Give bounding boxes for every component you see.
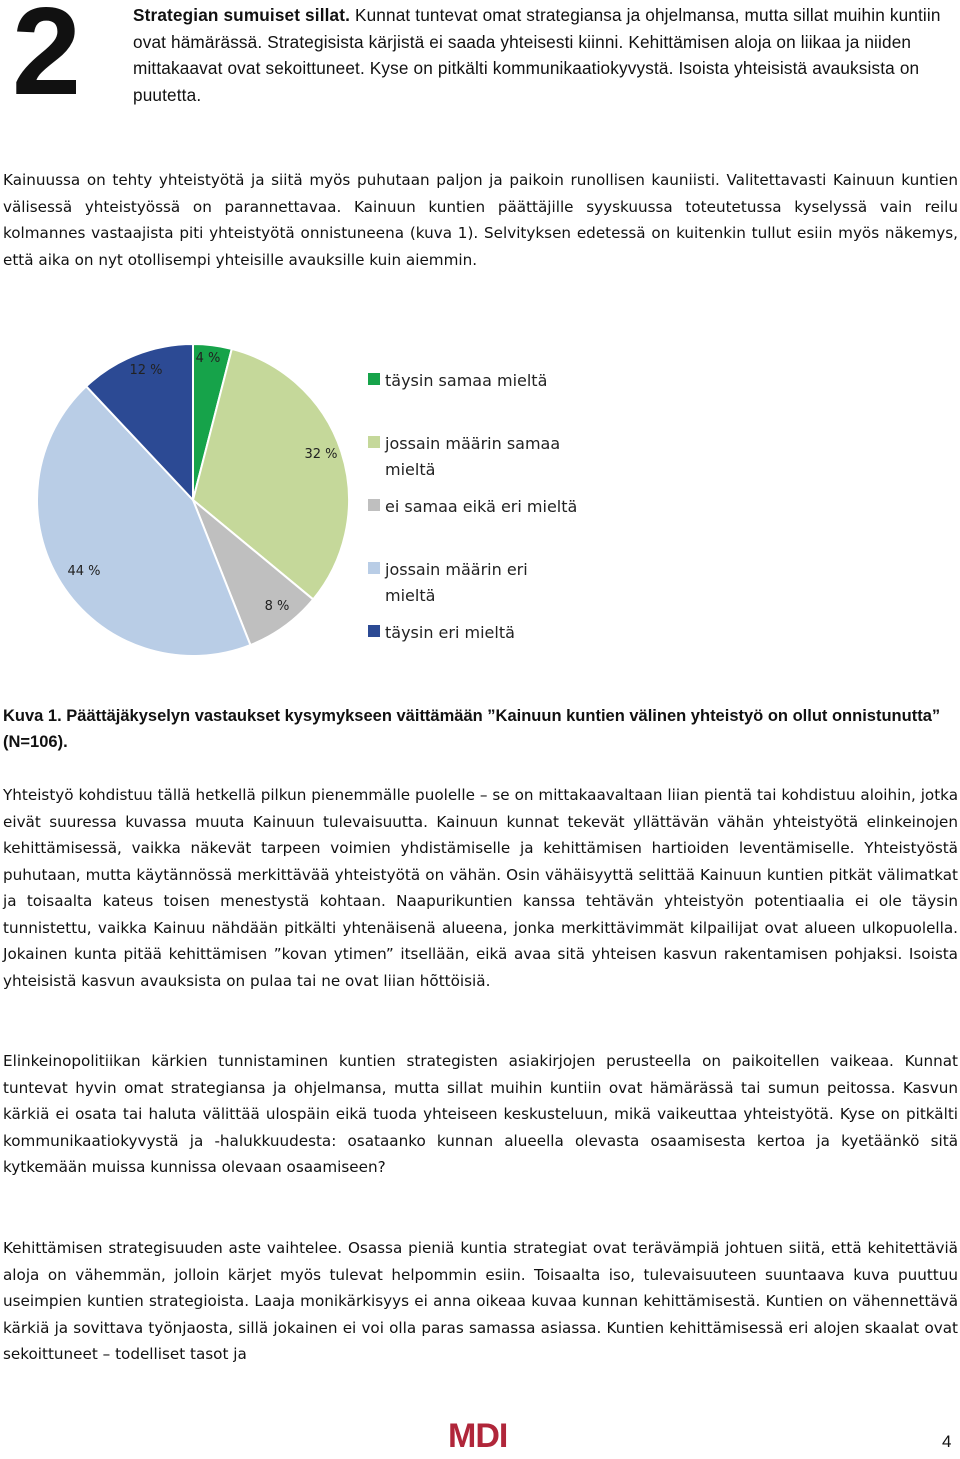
paragraph-3: Elinkeinopolitiikan kärkien tunnistaminen kuntien strategisten asiakirjojen perusteella on paikoitellen vaikeaa. Kunnat tuntevat hyvin omat strategiansa ja ohjelmansa, mutta sillat muihin kuntiin ovat hämärässä tai sumun peitossa. Kasvun kärkiä ei osata tai haluta välittää ulospäin eikä tuoda yhteiseen keskusteluun, mikä vaikeuttaa yhteistyötä. Kyse on pitkälti kommunikaatiokyvystä ja -halukkuudesta: osataanko kunnan alueella olevasta osaamisesta kertoa ja kyetäänkö sitä kytkemään muissa kunnissa olevaan osaamiseen? <box>3 1052 958 1176</box>
legend-swatch-3 <box>368 499 380 511</box>
legend-label-4: mieltä <box>385 586 436 605</box>
pie-chart <box>0 330 960 680</box>
legend-swatch-5 <box>368 625 380 637</box>
slice-label-3: 8 % <box>264 599 290 614</box>
intro-heading: Strategian sumuiset sillat. <box>133 5 351 25</box>
legend-label-5: täysin eri mieltä <box>385 623 515 642</box>
slice-label-5: 12 % <box>129 363 163 378</box>
slice-label-4: 44 % <box>67 564 101 579</box>
figure-caption: Kuva 1. Päättäjäkyselyn vastaukset kysymykseen väittämään ”Kainuun kuntien välinen yhteistyö on ollut onnistunutta” (N=106). <box>3 707 941 751</box>
legend-label-1: täysin samaa mieltä <box>385 371 548 390</box>
paragraph-1: Kainuussa on tehty yhteistyötä ja siitä myös puhutaan paljon ja paikoin runollisen kauniisti. Valitettavasti Kainuun kuntien välisessä yhteistyössä on parannettavaa. Kainuun kuntien päättäjille syyskuussa toteutetussa kyselyssä vain reilu kolmannes vastaajista piti yhteistyötä onnistuneena (kuva 1). Selvityksen edetessä on kuitenkin tullut esiin myös näkemys, että aika on nyt otollisempi yhteisille avauksille kuin aiemmin. <box>3 171 958 269</box>
slice-label-1: 4 % <box>195 351 221 366</box>
legend-label-3: ei samaa eikä eri mieltä <box>385 497 578 516</box>
legend-swatch-2 <box>368 436 380 448</box>
legend-label-2: mieltä <box>385 460 436 479</box>
paragraph-4: Kehittämisen strategisuuden aste vaihtelee. Osassa pieniä kuntia strategiat ovat terävämpiä johtuen siitä, että kehitettäviä aloja on vähemmän, jolloin kärjet myös tulevat helpommin esiin. Toisaalta iso, tulevaisuuteen suuntaava kuva puuttuu useimpien kuntien strategioista. Laaja monikärkisyys ei anna oikeaa kuvaa kunnan kehittämisestä. Kuntien on vähennettävä kärkiä ja sovittava työnjaosta, sillä jokainen ei voi olla paras samassa asiassa. Kuntien kehittämisessä eri alojen skaalat ovat sekoittuneet – todelliset tasot ja <box>3 1239 958 1363</box>
chapter-number: 2 <box>12 0 79 121</box>
slice-label-2: 32 % <box>304 447 338 462</box>
paragraph-2: Yhteistyö kohdistuu tällä hetkellä pilkun pienemmälle puolelle – se on mittakaavaltaan liian pientä tai kohdistuu aloihin, jotka eivät suuressa kuvassa muuta Kainuun tulevaisuutta. Kainuun kunnat tekevät yllättävän vähän yhteistyötä elinkeinojen kehittämisessä, vaikka näkevät tarpeen voimien yhdistämiselle ja kehittämisen hartioiden leventämiselle. Yhteistyöstä puhutaan, mutta käytännössä merkittävää yhteistyötä on vähän. Osin vähäisyyttä selittää Kainuun kuntien pitkät välimatkat ja toisaalta kateus toisen menestystä kohtaan. Naapurikuntien kanssa tehtävän yhteistyön potentiaalia ei ole täysin tunnistettu, vaikka Kainuu nähdään pitkälti yhtenäisenä alueena, jonka merkittävimmät kilpailijat ovat alueen ulkopuolella. Jokainen kunta pitää kehittämisen ”kovan ytimen” itsellään, eikä avaa sitä yhteisen kasvun rakentamisen pohjaksi. Isoista yhteisistä kasvun avauksista on pulaa tai ne ovat liian hõttöisiä. <box>3 786 958 990</box>
mdi-logo: MDI <box>448 1417 508 1455</box>
legend-label-4: jossain määrin eri <box>385 560 528 579</box>
legend-swatch-1 <box>368 373 380 385</box>
legend-swatch-4 <box>368 562 380 574</box>
chapter-intro <box>133 2 958 108</box>
intro-text: Kunnat tuntevat omat strategiansa ja ohjelmansa, mutta sillat muihin kuntiin ovat hämärässä. Strategisista kärjistä ei saada yhteisesti kiinni. Kehittämisen aloja on liikaa ja niiden mittakaavat ovat sekoittuneet. Kyse on pitkälti kommunikaatiokyvystä. Isoista yhteisistä avauksista on puutetta. <box>133 5 941 105</box>
legend-label-2: jossain määrin samaa <box>385 434 561 453</box>
page-number: 4 <box>942 1432 952 1451</box>
